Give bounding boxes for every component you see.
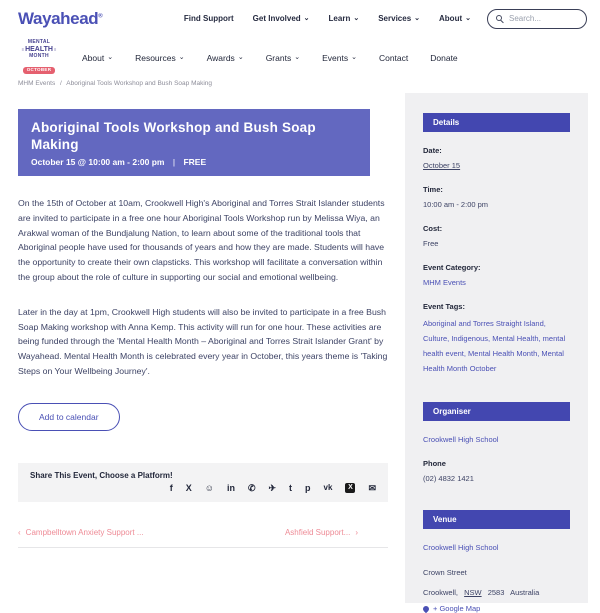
- nav-about[interactable]: [439, 14, 471, 23]
- tumblr-icon[interactable]: t: [289, 482, 293, 493]
- top-header: [0, 0, 600, 37]
- whatsapp-icon[interactable]: ✆: [247, 482, 256, 493]
- phone-value: (02) 4832 1421: [423, 474, 474, 483]
- registered-mark: ®: [98, 12, 103, 19]
- wayahead-logo-text: Wayahead: [18, 8, 99, 28]
- organiser-name-link[interactable]: Crookwell High School: [423, 435, 499, 444]
- nav-find-support[interactable]: [184, 14, 234, 23]
- mhm-logo-line3: MONTH: [29, 53, 49, 59]
- event-description-paragraph-2: Later in the day at 1pm, Crookwell High students will also be invited to participate in a free Bush Soap Making workshop with Anna Kemp. This activity will run for one hour. These activities are being funded through the 'Mental Health Month – Aboriginal and Torres Strait Islander Grant' by Wayahead. Mental Health Month is celebrated every year in October, this years theme is 'Taking Steps on Your Wellbeing Journey'.: [18, 306, 388, 376]
- venue-city-line: [423, 587, 570, 599]
- details-section-header: Details: [423, 113, 570, 132]
- subnav-grants[interactable]: [266, 53, 300, 63]
- facebook-icon[interactable]: f: [169, 482, 173, 493]
- pinterest-icon[interactable]: p: [305, 482, 311, 493]
- event-content: [18, 93, 388, 548]
- google-map-link[interactable]: [423, 604, 570, 613]
- google-map-label: + Google Map: [433, 604, 481, 613]
- search-box[interactable]: [487, 9, 587, 29]
- event-category-label: Event Category:: [423, 263, 481, 272]
- prev-arrow-icon: ‹: [18, 527, 21, 537]
- subnav-resources-label: Resources: [135, 52, 176, 63]
- event-title-banner: [18, 109, 370, 176]
- event-datetime: October 15 @ 10:00 am - 2:00 pm: [31, 157, 165, 167]
- cost-value: Free: [423, 239, 439, 248]
- chevron-down-icon: ⌄: [107, 53, 114, 61]
- subnav-donate-label: Donate: [430, 52, 458, 63]
- nav-services-label: Services: [378, 14, 412, 23]
- previous-event-link[interactable]: [18, 528, 144, 537]
- chevron-down-icon: ⌄: [414, 14, 421, 22]
- x-twitter-icon[interactable]: X: [185, 482, 192, 493]
- primary-nav: [184, 14, 471, 23]
- share-icons-row: [30, 483, 376, 493]
- search-input[interactable]: [509, 14, 579, 23]
- next-arrow-icon: ›: [355, 527, 358, 537]
- subnav-events-label: Events: [322, 52, 349, 63]
- event-meta: [31, 157, 357, 167]
- event-tags-links[interactable]: Aboriginal and Torres Straight Island, Culture, Indigenous, Mental Health, mental health event, Mental Health Month, Mental Health Month October: [423, 319, 566, 373]
- date-label: Date:: [423, 146, 442, 155]
- chevron-down-icon: ⌄: [303, 14, 310, 22]
- subnav-awards-label: Awards: [206, 52, 235, 63]
- nav-services[interactable]: [378, 14, 420, 23]
- page-title: Aboriginal Tools Workshop and Bush Soap Making: [31, 120, 316, 152]
- breadcrumb-current: Aboriginal Tools Workshop and Bush Soap Making: [66, 80, 213, 87]
- breadcrumb-parent-link[interactable]: MHM Events: [18, 80, 56, 87]
- subnav-contact-label: Contact: [378, 52, 409, 63]
- next-event-link[interactable]: [285, 528, 358, 537]
- organiser-section-header: Organiser: [423, 402, 570, 421]
- chevron-down-icon: ⌄: [178, 53, 185, 61]
- mental-health-month-logo[interactable]: [18, 40, 60, 75]
- share-section: [18, 463, 388, 502]
- event-description-paragraph-1: On the 15th of October at 10am, Crookwell High's Aboriginal and Torres Strait Islander students are invited to participate in a free one hour Aboriginal Tools Workshop run by Melissa Wiya, an Arakwal woman of the Bundjalung Nation, to learn about some of the traditional tools that Aboriginal people have used for thousands of years and how they are made. Students will have the opportunity to create their own clapsticks. This workshop will facilitate a conversation within the group about the role of culture in supporting our social and emotional wellbeing.: [18, 198, 385, 282]
- event-category-link[interactable]: MHM Events: [423, 278, 466, 287]
- subnav-about[interactable]: [82, 53, 113, 63]
- mhm-logo-october-badge: OCTOBER: [23, 67, 56, 75]
- phone-label: Phone: [423, 459, 446, 468]
- meta-separator: |: [172, 157, 176, 167]
- cost-label: Cost:: [423, 224, 443, 233]
- nav-find-support-label: Find Support: [183, 14, 234, 23]
- subnav-donate[interactable]: [430, 53, 457, 63]
- time-value: 10:00 am - 2:00 pm: [423, 200, 489, 209]
- chevron-down-icon: ⌄: [351, 53, 357, 61]
- breadcrumb: [0, 78, 600, 93]
- mhm-logo-line1: MENTAL: [27, 39, 51, 45]
- wayahead-logo[interactable]: [18, 9, 102, 29]
- next-event-label: Ashfield Support...: [284, 527, 351, 537]
- breadcrumb-separator: /: [60, 80, 62, 87]
- venue-zip: 2583: [487, 588, 505, 597]
- nav-get-involved[interactable]: [253, 14, 310, 23]
- share-heading: Share This Event, Choose a Platform!: [30, 470, 173, 480]
- mhm-logo-line2: ≡ HEALTH ≡: [18, 46, 60, 53]
- nav-learn[interactable]: [329, 14, 360, 23]
- email-icon[interactable]: ✉: [368, 482, 376, 493]
- chevron-down-icon: ⌄: [294, 53, 301, 61]
- bottom-divider: [18, 547, 388, 548]
- main-row: [0, 93, 600, 613]
- reddit-icon[interactable]: ☺: [204, 482, 214, 493]
- subnav-contact[interactable]: [379, 53, 408, 63]
- subnav-about-label: About: [82, 52, 105, 63]
- time-label: Time:: [423, 185, 443, 194]
- event-details-sidebar: [405, 93, 588, 613]
- chevron-down-icon: ⌄: [353, 14, 360, 22]
- search-icon: [496, 15, 504, 23]
- venue-section-header: Venue: [423, 510, 570, 529]
- subnav-grants-label: Grants: [265, 52, 292, 63]
- subnav-resources[interactable]: [135, 53, 185, 63]
- mhm-subnav: [0, 37, 600, 78]
- event-pagination: [18, 528, 358, 537]
- venue-country: Australia: [510, 588, 540, 597]
- subnav-awards[interactable]: [207, 53, 244, 63]
- nav-learn-label: Learn: [328, 14, 351, 23]
- venue-street: Crown Street: [423, 568, 467, 577]
- add-to-calendar-button[interactable]: Add to calendar: [18, 403, 120, 431]
- nav-get-involved-label: Get Involved: [252, 14, 301, 23]
- venue-name-link[interactable]: Crookwell High School: [423, 543, 499, 552]
- event-price-badge: FREE: [183, 157, 207, 167]
- previous-event-label: Campbelltown Anxiety Support ...: [25, 527, 144, 537]
- xing-icon[interactable]: X: [345, 483, 355, 493]
- date-value: October 15: [423, 161, 461, 170]
- subnav-events[interactable]: [322, 53, 357, 63]
- chevron-down-icon: ⌄: [237, 53, 244, 61]
- nav-about-label: About: [439, 14, 463, 23]
- chevron-down-icon: ⌄: [465, 14, 471, 22]
- venue-state: NSW: [464, 588, 482, 597]
- linkedin-icon[interactable]: in: [226, 482, 235, 493]
- map-pin-icon: [422, 604, 430, 612]
- venue-city: Crookwell,: [423, 588, 459, 597]
- event-tags-label: Event Tags:: [423, 302, 465, 311]
- telegram-icon[interactable]: ✈: [268, 482, 277, 493]
- vk-icon[interactable]: vk: [323, 482, 333, 492]
